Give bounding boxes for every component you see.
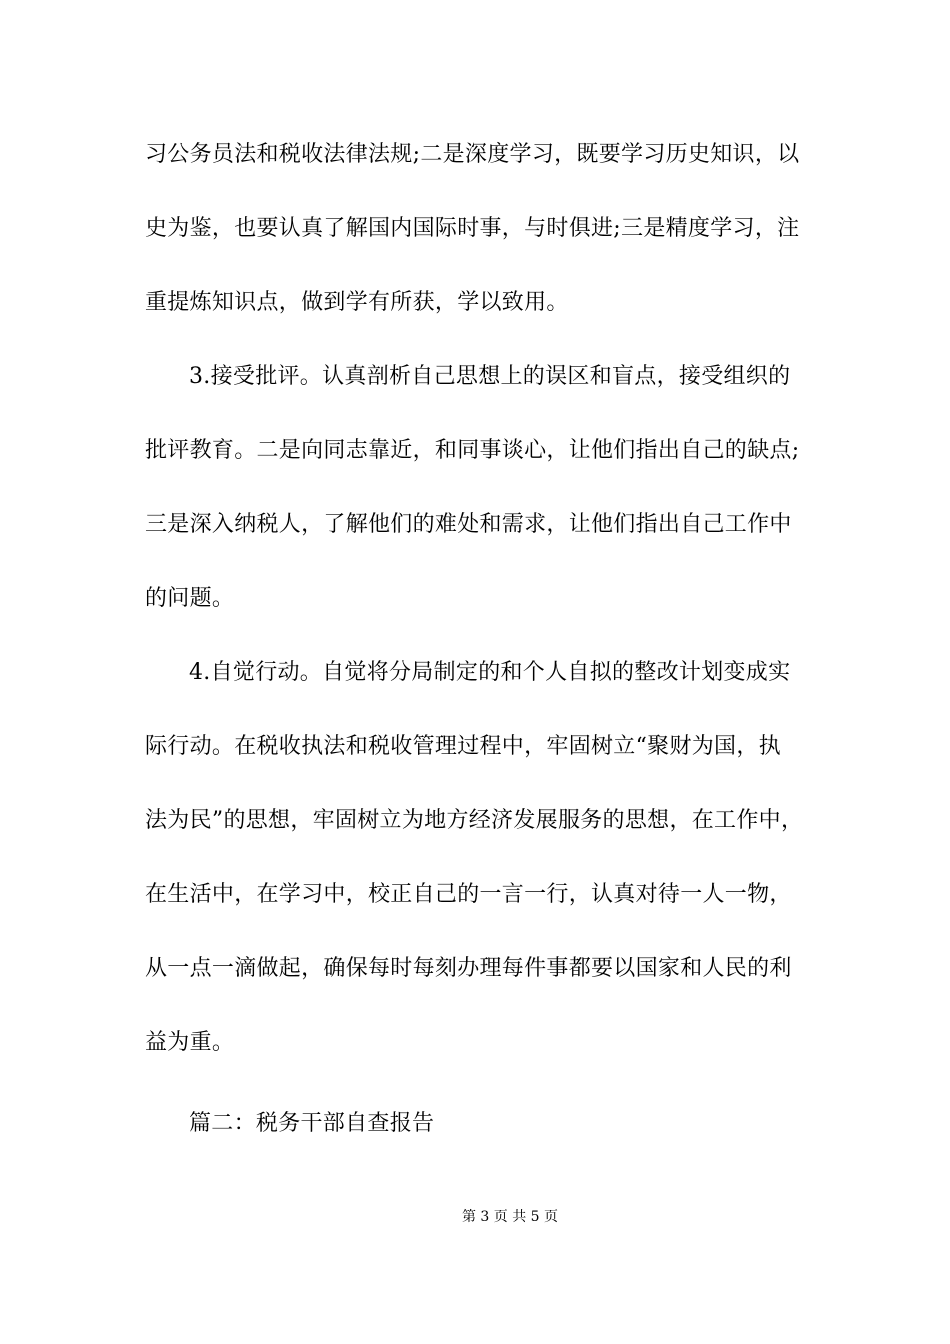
text-line: 益为重。 — [145, 1030, 235, 1055]
text-line: 史为鉴，也要认真了解国内国际时事，与时俱进;三是精度学习，注 — [145, 216, 800, 241]
text-line: 在生活中，在学习中，校正自己的一言一行，认真对待一人一物， — [145, 882, 792, 907]
text-line: 重提炼知识点，做到学有所获，学以致用。 — [145, 290, 569, 315]
section-heading: 篇二：税务干部自查报告 — [189, 1111, 435, 1136]
paragraph-start-line: 3.接受批评。认真剖析自己思想上的误区和盲点，接受组织的 — [189, 364, 791, 389]
page-number-footer: 第 3 页 共 5 页 — [461, 1209, 559, 1225]
text-line: 际行动。在税收执法和税收管理过程中，牢固树立“聚财为国，执 — [145, 734, 781, 759]
text-line: 的问题。 — [145, 586, 235, 611]
text-line: 习公务员法和税收法律法规;二是深度学习，既要学习历史知识，以 — [145, 142, 800, 167]
text-line: 批评教育。二是向同志靠近，和同事谈心，让他们指出自己的缺点; — [145, 438, 800, 463]
text-line: 三是深入纳税人，了解他们的难处和需求，让他们指出自己工作中 — [145, 512, 792, 537]
text-line: 法为民”的思想，牢固树立为地方经济发展服务的思想，在工作中， — [145, 808, 804, 833]
paragraph-start-line: 4.自觉行动。自觉将分局制定的和个人自拟的整改计划变成实 — [189, 660, 791, 685]
text-line: 从一点一滴做起，确保每时每刻办理每件事都要以国家和人民的利 — [145, 956, 792, 981]
